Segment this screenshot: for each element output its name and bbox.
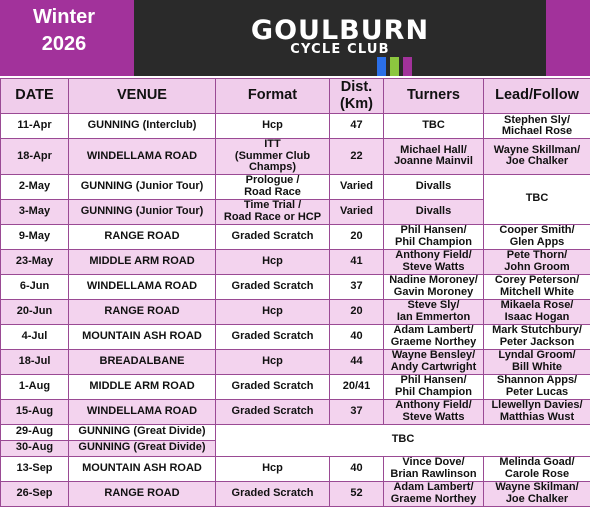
- table-row: [1, 299, 590, 324]
- format-cell: [216, 374, 330, 399]
- logo-stripe-purple: [403, 57, 412, 76]
- lead-follow-cell: [484, 324, 590, 349]
- distance-cell: Varied: [330, 174, 384, 199]
- distance-cell: 52: [330, 481, 384, 506]
- header-banner: [0, 0, 590, 76]
- format-line: Graded Scratch: [231, 404, 314, 417]
- table-header-row: [1, 79, 590, 114]
- table-row: [1, 349, 590, 374]
- table-row: [1, 424, 590, 440]
- lead-line: Mikaela Rose/: [500, 299, 574, 311]
- table-row: [1, 139, 590, 175]
- lead-follow-cell: [484, 224, 590, 249]
- logo-stripe-green: [390, 57, 399, 76]
- lead-follow-cell: [484, 456, 590, 481]
- turners-line: Brian Rawlinson: [390, 467, 477, 480]
- turners-line: Phil Hansen/: [400, 224, 467, 236]
- format-line: Champs): [248, 161, 297, 173]
- format-cell: [216, 399, 330, 424]
- date-cell: 9-May: [1, 224, 69, 249]
- turners-line: Steve Watts: [402, 260, 465, 273]
- date-cell: 3-May: [1, 199, 69, 224]
- lead-line: Joe Chalker: [505, 492, 569, 505]
- turners-line: Michael Hall/: [400, 143, 467, 156]
- turners-line: Adam Lambert/: [393, 481, 474, 493]
- lead-follow-cell: [484, 399, 590, 424]
- table-row: [1, 481, 590, 506]
- lead-follow-cell: [484, 274, 590, 299]
- turners-cell: [384, 249, 484, 274]
- turners-cell: [384, 349, 484, 374]
- lead-line: Bill White: [511, 360, 563, 373]
- lead-line: Isaac Hogan: [504, 310, 570, 323]
- turners-line: Phil Hansen/: [400, 374, 467, 386]
- distance-cell: 40: [330, 324, 384, 349]
- format-cell: [216, 199, 330, 224]
- format-cell: [216, 349, 330, 374]
- format-line: Hcp: [262, 304, 283, 317]
- turners-line: Ian Emmerton: [396, 310, 471, 323]
- distance-cell: 37: [330, 274, 384, 299]
- column-header-venue: VENUE: [69, 79, 216, 114]
- lead-line: Melinda Goad/: [499, 456, 575, 468]
- turners-line: Nadine Moroney/: [389, 274, 478, 286]
- turners-line: Adam Lambert/: [393, 324, 474, 336]
- date-cell: 6-Jun: [1, 274, 69, 299]
- lead-line: Matthias Wust: [499, 410, 575, 423]
- date-cell: 15-Aug: [1, 399, 69, 424]
- format-line: (Summer Club: [234, 149, 311, 162]
- turners-cell: TBC: [384, 114, 484, 139]
- turners-cell: [384, 139, 484, 175]
- venue-cell: MOUNTAIN ASH ROAD: [69, 456, 216, 481]
- venue-cell: BREADALBANE: [69, 349, 216, 374]
- distance-cell: 40: [330, 456, 384, 481]
- format-line: Hcp: [262, 254, 283, 267]
- lead-follow-cell: [484, 349, 590, 374]
- format-line: Road Race: [244, 185, 301, 198]
- format-cell: [216, 174, 330, 199]
- venue-cell: RANGE ROAD: [69, 224, 216, 249]
- venue-cell: WINDELLAMA ROAD: [69, 139, 216, 175]
- lead-line: Cooper Smith/: [499, 224, 575, 236]
- lead-line: Corey Peterson/: [494, 274, 580, 286]
- format-line: Road Race or HCP: [223, 210, 322, 223]
- format-line: Graded Scratch: [231, 486, 314, 499]
- format-line: Hcp: [262, 354, 283, 367]
- turners-cell: Divalls: [384, 174, 484, 199]
- turners-line: Graeme Northey: [390, 492, 477, 505]
- column-header-distance: [330, 79, 384, 114]
- distance-cell: 20: [330, 224, 384, 249]
- lead-line: Peter Lucas: [505, 385, 569, 398]
- format-cell: [216, 324, 330, 349]
- format-cell: [216, 481, 330, 506]
- table-row: [1, 224, 590, 249]
- date-cell: 23-May: [1, 249, 69, 274]
- distance-cell: 20: [330, 299, 384, 324]
- date-cell: 29-Aug: [1, 424, 69, 440]
- club-logo: [134, 0, 546, 76]
- club-name: GOULBURN: [250, 15, 430, 46]
- date-cell: 26-Sep: [1, 481, 69, 506]
- distance-cell: Varied: [330, 199, 384, 224]
- table-row: [1, 374, 590, 399]
- column-header-turners: Turners: [384, 79, 484, 114]
- lead-line: Shannon Apps/: [496, 374, 578, 386]
- format-line: Time Trial /: [243, 199, 302, 211]
- format-line: Graded Scratch: [231, 329, 314, 342]
- lead-follow-cell: [484, 249, 590, 274]
- great-divide-tbc-cell: TBC: [216, 424, 590, 456]
- table-row: [1, 114, 590, 139]
- date-cell: 30-Aug: [1, 440, 69, 456]
- turners-line: Anthony Field/: [395, 399, 472, 411]
- table-row: [1, 456, 590, 481]
- turners-line: Vince Dove/: [402, 456, 465, 468]
- turners-line: Graeme Northey: [390, 335, 477, 348]
- date-cell: 11-Apr: [1, 114, 69, 139]
- turners-cell: [384, 299, 484, 324]
- venue-cell: MOUNTAIN ASH ROAD: [69, 324, 216, 349]
- turners-line: Phil Champion: [395, 235, 472, 248]
- turners-line: Anthony Field/: [395, 249, 472, 261]
- turners-cell: [384, 399, 484, 424]
- format-line: Hcp: [262, 119, 283, 132]
- lead-follow-cell: [484, 114, 590, 139]
- venue-cell: RANGE ROAD: [69, 481, 216, 506]
- table-row: [1, 249, 590, 274]
- distance-cell: 22: [330, 139, 384, 175]
- column-header-lead-follow: Lead/Follow: [484, 79, 590, 114]
- venue-cell: GUNNING (Great Divide): [69, 424, 216, 440]
- format-cell: [216, 249, 330, 274]
- distance-cell: 20/41: [330, 374, 384, 399]
- lead-follow-cell: [484, 481, 590, 506]
- lead-line: Peter Jackson: [499, 335, 575, 348]
- venue-cell: RANGE ROAD: [69, 299, 216, 324]
- lead-follow-cell: TBC: [484, 174, 590, 224]
- lead-line: Stephen Sly/: [503, 113, 571, 126]
- format-line: ITT: [264, 138, 281, 150]
- turners-line: Phil Champion: [395, 385, 472, 398]
- club-subtitle: CYCLE CLUB: [290, 42, 390, 57]
- format-line: Prologue /: [245, 174, 300, 186]
- column-header-distance-label: Dist. (Km): [339, 79, 374, 112]
- format-cell: [216, 114, 330, 139]
- schedule-table: [0, 78, 590, 507]
- column-header-format: Format: [216, 79, 330, 114]
- lead-line: Michael Rose: [501, 125, 573, 137]
- date-cell: 1-Aug: [1, 374, 69, 399]
- format-cell: [216, 299, 330, 324]
- date-cell: 13-Sep: [1, 456, 69, 481]
- turners-cell: Divalls: [384, 199, 484, 224]
- date-cell: 18-Apr: [1, 139, 69, 175]
- venue-cell: WINDELLAMA ROAD: [69, 399, 216, 424]
- date-cell: 20-Jun: [1, 299, 69, 324]
- venue-cell: WINDELLAMA ROAD: [69, 274, 216, 299]
- venue-cell: GUNNING (Junior Tour): [69, 174, 216, 199]
- distance-cell: 37: [330, 399, 384, 424]
- venue-cell: MIDDLE ARM ROAD: [69, 249, 216, 274]
- lead-line: John Groom: [504, 260, 570, 273]
- venue-cell: GUNNING (Junior Tour): [69, 199, 216, 224]
- turners-cell: [384, 324, 484, 349]
- venue-cell: GUNNING (Interclub): [69, 114, 216, 139]
- distance-cell: 44: [330, 349, 384, 374]
- table-row: [1, 274, 590, 299]
- turners-cell: [384, 274, 484, 299]
- table-row: [1, 399, 590, 424]
- season-line-2: 2026: [41, 33, 87, 55]
- venue-cell: MIDDLE ARM ROAD: [69, 374, 216, 399]
- lead-follow-cell: [484, 299, 590, 324]
- turners-line: Andy Cartwright: [390, 360, 477, 373]
- turners-cell: [384, 224, 484, 249]
- lead-line: Lyndal Groom/: [498, 349, 576, 361]
- format-line: Graded Scratch: [231, 279, 314, 292]
- logo-stripe-blue: [377, 57, 386, 76]
- season-label: [0, 4, 128, 58]
- lead-line: Wayne Skillman/: [493, 143, 581, 156]
- date-cell: 18-Jul: [1, 349, 69, 374]
- column-header-date: DATE: [1, 79, 69, 114]
- distance-cell: 47: [330, 114, 384, 139]
- lead-follow-cell: [484, 139, 590, 175]
- lead-line: Pete Thorn/: [506, 249, 568, 261]
- lead-line: Llewellyn Davies/: [491, 399, 583, 411]
- lead-line: Glen Apps: [509, 235, 565, 248]
- lead-line: Carole Rose: [504, 467, 570, 480]
- season-line-1: Winter: [32, 6, 96, 28]
- format-cell: [216, 139, 330, 175]
- table-row: [1, 174, 590, 199]
- distance-cell: 41: [330, 249, 384, 274]
- turners-cell: [384, 481, 484, 506]
- lead-line: Mitchell White: [500, 285, 574, 298]
- turners-line: Steve Watts: [402, 410, 465, 423]
- format-line: Graded Scratch: [231, 229, 314, 242]
- format-cell: [216, 274, 330, 299]
- format-cell: [216, 456, 330, 481]
- venue-cell: GUNNING (Great Divide): [69, 440, 216, 456]
- turners-line: Gavin Moroney: [393, 285, 474, 298]
- lead-follow-cell: [484, 374, 590, 399]
- lead-line: Joe Chalker: [505, 155, 569, 168]
- turners-line: Joanne Mainvil: [394, 155, 473, 168]
- turners-line: Wayne Bensley/: [391, 349, 476, 361]
- date-cell: 2-May: [1, 174, 69, 199]
- date-cell: 4-Jul: [1, 324, 69, 349]
- turners-cell: [384, 456, 484, 481]
- lead-line: Wayne Skilman/: [495, 481, 579, 493]
- format-cell: [216, 224, 330, 249]
- format-line: Graded Scratch: [231, 379, 314, 392]
- format-line: Hcp: [262, 461, 283, 474]
- table-row: [1, 324, 590, 349]
- turners-line: Steve Sly/: [407, 299, 460, 311]
- turners-cell: [384, 374, 484, 399]
- lead-line: Mark Stutchbury/: [492, 324, 582, 336]
